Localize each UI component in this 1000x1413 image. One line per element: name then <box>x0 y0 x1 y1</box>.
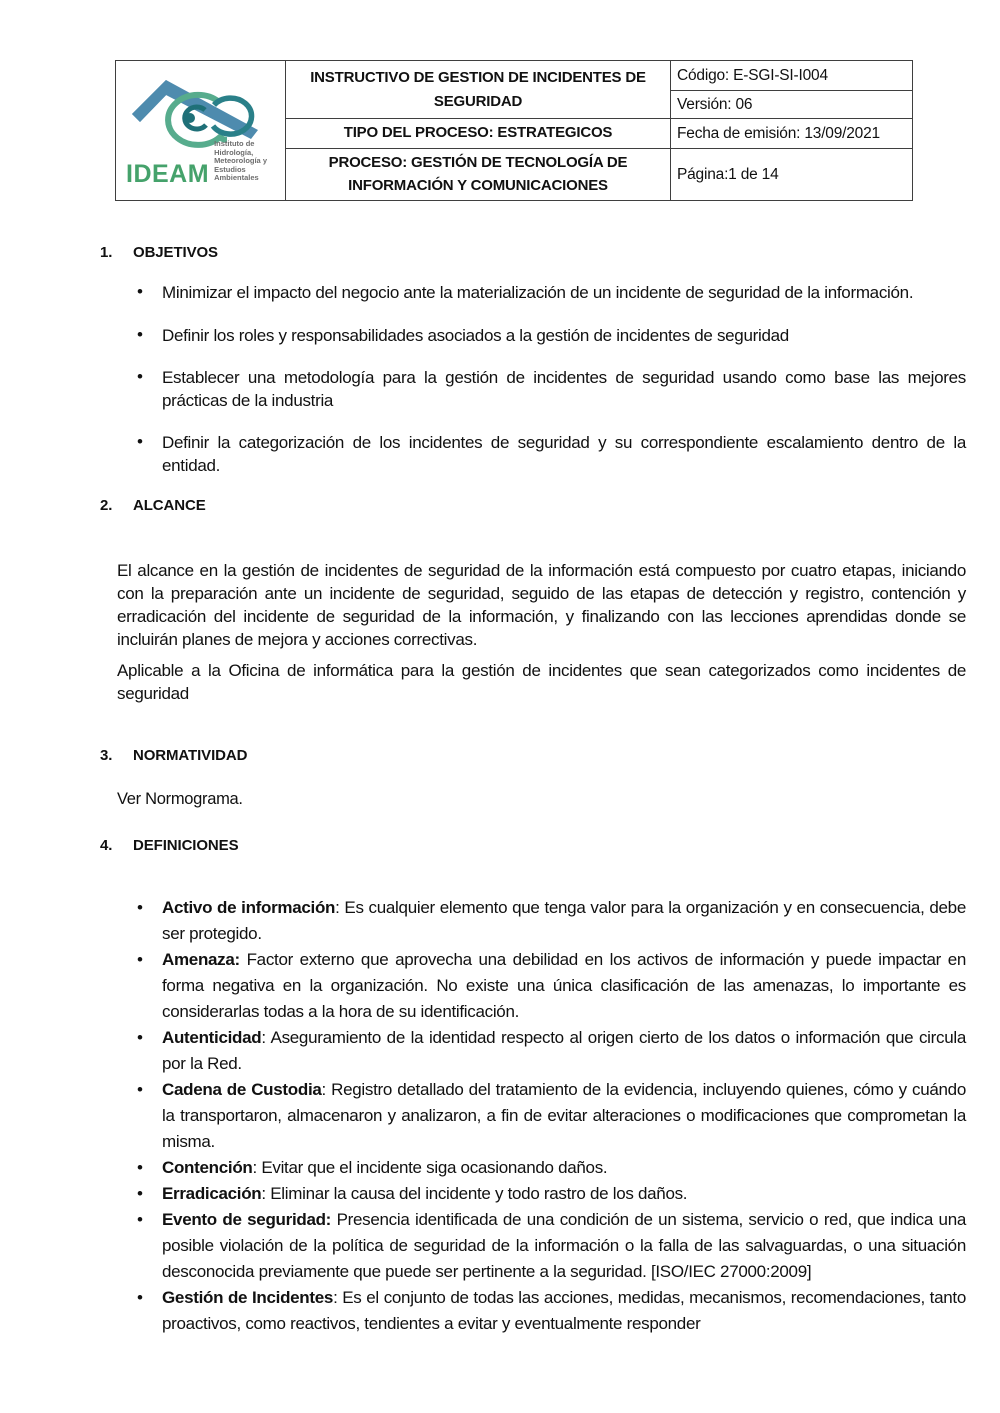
logo-subtitle <box>214 140 279 185</box>
issue-date: Fecha de emisión: 13/09/2021 <box>671 119 913 149</box>
process-type: TIPO DEL PROCESO: ESTRATEGICOS <box>286 119 671 149</box>
logo-subtitle-line-1: Instituto de Hidrología, <box>214 139 255 157</box>
logo-subtitle-line-2: Meteorología y <box>214 156 267 166</box>
objetivo-item: • Definir los roles y responsabilidades asociados a la gestión de incidentes de seguridad <box>135 325 966 348</box>
definition-item <box>135 1025 966 1077</box>
section-number: 3. <box>100 747 113 764</box>
definition-text: Presencia identificada de una condición de un sistema, servicio o red, que indica una posible violación de la política de seguridad de la información o la falla de las salvaguardas, o una situación desconocida previamente que puede ser pertinente a la seguridad. [ISO/IEC 27000:2009] <box>162 1210 967 1281</box>
section-title: OBJETIVOS <box>133 244 218 261</box>
definition-text: : Evitar que el incidente siga ocasionando daños. <box>252 1158 608 1177</box>
definition-item <box>135 895 966 947</box>
document-version: Versión: 06 <box>671 91 913 119</box>
alcance-paragraph: El alcance en la gestión de incidentes de seguridad de la información está compuesto por cuatro etapas, iniciando con la preparación ante un incidente de seguridad, seguido de las etapas de detección y registro, contención y erradicación del incidente de seguridad de la información, y finalizando con las lecciones aprendidas donde se incluirán planes de mejora y acciones correctivas. <box>117 561 966 649</box>
definition-text: : Registro detallado del tratamiento de la evidencia, incluyendo quienes, cómo y cuándo la transportaron, almacenaron y analizaron, a fin de evitar alteraciones o modificaciones que comprometan la misma. <box>162 1080 966 1151</box>
definiciones-list <box>135 895 966 1337</box>
definition-item <box>135 1155 966 1181</box>
objetivo-item: • Minimizar el impacto del negocio ante la materialización de un incidente de seguridad de la información. <box>135 282 966 305</box>
definition-term: Contención <box>162 1158 253 1177</box>
objetivo-item: • Definir la categorización de los incidentes de seguridad y su correspondiente escalamiento dentro de la entidad. <box>135 432 966 477</box>
definition-item <box>135 1285 966 1337</box>
ideam-logo <box>122 74 279 187</box>
section-heading-definiciones <box>100 837 966 855</box>
section-heading-normatividad <box>100 747 966 765</box>
logo-subtitle-line-3: Estudios Ambientales <box>214 164 259 183</box>
definition-text: : Eliminar la causa del incidente y todo rastro de los daños. <box>261 1184 688 1203</box>
definition-text: Factor externo que aprovecha una debilidad en los activos de información y puede impactar en forma negativa en la organización. No existe una única clasificación de las amenazas, lo importante es considerarlas todas a la hora de su identificación. <box>162 950 966 1021</box>
definition-item <box>135 1077 966 1155</box>
objetivo-item: • Establecer una metodología para la gestión de incidentes de seguridad usando como base las mejores prácticas de la industria <box>135 367 966 412</box>
section-title: DEFINICIONES <box>133 837 239 854</box>
document-header-table <box>115 60 913 201</box>
objetivos-list <box>135 282 966 477</box>
definition-text: : Es el conjunto de todas las acciones, medidas, mecanismos, recomendaciones, tanto proactivos, como reactivos, tendientes a evitar y eventualmente responder <box>162 1288 966 1333</box>
page-number: Página:1 de 14 <box>671 149 913 201</box>
definition-item <box>135 947 966 1025</box>
definition-term: Cadena de Custodia <box>162 1080 322 1099</box>
definition-term: Amenaza: <box>162 950 240 969</box>
logo-acronym: IDEAM <box>126 159 210 188</box>
logo-swirl-center <box>185 113 195 123</box>
document-body <box>100 200 966 1337</box>
section-number: 4. <box>100 837 113 854</box>
definition-term: Autenticidad <box>162 1028 262 1047</box>
section-heading-objetivos <box>100 244 966 262</box>
definition-term: Gestión de Incidentes <box>162 1288 334 1307</box>
definition-text: : Es cualquier elemento que tenga valor para la organización y en consecuencia, debe ser protegido. <box>162 898 966 943</box>
normatividad-paragraph: Ver Normograma. <box>117 790 243 808</box>
section-title: ALCANCE <box>133 497 206 514</box>
definition-term: Activo de información <box>162 898 336 917</box>
document-title: INSTRUCTIVO DE GESTION DE INCIDENTES DE SEGURIDAD <box>286 61 671 119</box>
logo-text-row <box>126 139 279 188</box>
section-number: 2. <box>100 497 113 514</box>
section-heading-alcance <box>100 497 966 515</box>
definition-term: Erradicación <box>162 1184 262 1203</box>
alcance-paragraph: Aplicable a la Oficina de informática para la gestión de incidentes que sean categorizados como incidentes de seguridad <box>117 661 966 703</box>
logo-cell <box>116 61 286 201</box>
definition-item <box>135 1207 966 1285</box>
process-name: PROCESO: GESTIÓN DE TECNOLOGÍA DE INFORMACIÓN Y COMUNICACIONES <box>286 149 671 201</box>
definition-text: : Aseguramiento de la identidad respecto al origen cierto de los datos o información que circula por la Red. <box>162 1028 966 1073</box>
section-title: NORMATIVIDAD <box>133 747 248 764</box>
document-code: Código: E-SGI-SI-I004 <box>671 61 913 91</box>
definition-item <box>135 1181 966 1207</box>
definition-term: Evento de seguridad: <box>162 1210 332 1229</box>
section-number: 1. <box>100 244 113 261</box>
